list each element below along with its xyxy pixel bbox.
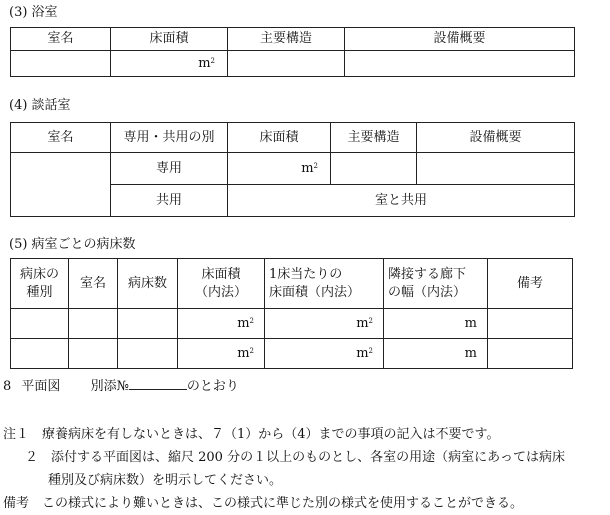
note-1: 注１ 療養病床を有しないときは、７（1）から（4）までの事項の記入は不要です。 — [3, 427, 500, 442]
cell-room-name — [11, 51, 111, 77]
col-area-per-bed: 1床当たりの 床面積（内法） — [265, 259, 384, 309]
col-equipment: 設備概要 — [345, 28, 575, 51]
cell-equipment — [345, 51, 575, 77]
section8-suffix: のとおり — [186, 379, 239, 394]
unit-sup: 2 — [313, 161, 318, 170]
floor-plan-line — [3, 375, 239, 394]
unit-sup: 2 — [210, 56, 215, 65]
cell-shared-label: 共用 — [111, 185, 228, 217]
col-main-structure: 主要構造 — [331, 123, 417, 153]
cell-room-name — [11, 153, 111, 217]
unit-m: m — [464, 345, 477, 361]
col-room-name: 室名 — [69, 259, 118, 309]
unit-m: m — [198, 55, 211, 71]
cell-exclusive-label: 専用 — [111, 153, 228, 185]
section8-label: 平面図 — [21, 379, 61, 394]
cell-corridor-width — [384, 309, 488, 339]
attachment-label: 別添№ — [90, 379, 129, 394]
unit-sup: 2 — [249, 346, 254, 355]
col-corridor-width: 隣接する廊下 の幅（内法） — [384, 259, 488, 309]
unit-m: m — [237, 315, 250, 331]
bath-table — [10, 27, 575, 77]
col-floor-area: 床面積 — [228, 123, 331, 153]
col-floor-area: 床面積 — [111, 28, 228, 51]
unit-m: m — [237, 345, 250, 361]
unit-m: m — [356, 345, 369, 361]
col-floor-area: 床面積 （内法） — [178, 259, 265, 309]
note-2-line-1: ２ 添付する平面図は、縮尺 200 分の１以上のものとし、各室の用途（病室にあっては病床 — [25, 450, 565, 465]
col-remarks: 備考 — [488, 259, 573, 309]
col-exclusive-shared: 専用・共用の別 — [111, 123, 228, 153]
col-main-structure: 主要構造 — [228, 28, 345, 51]
col-equipment: 設備概要 — [417, 123, 575, 153]
table-row — [11, 339, 573, 369]
table-row — [11, 309, 573, 339]
cell-area-per-bed — [265, 339, 384, 369]
note-2-line-2: 種別及び病床数）を明示してください。 — [48, 473, 283, 488]
lounge-table — [10, 122, 575, 217]
col-room-name: 室名 — [11, 28, 111, 51]
col-room-name: 室名 — [11, 123, 111, 153]
ward-bed-table — [10, 258, 573, 369]
cell-floor-area — [178, 339, 265, 369]
unit-m: m — [356, 315, 369, 331]
unit-sup: 2 — [368, 346, 373, 355]
cell-area-per-bed — [265, 309, 384, 339]
cell-main-structure — [331, 153, 417, 185]
unit-sup: 2 — [368, 316, 373, 325]
cell-floor-area — [228, 153, 331, 185]
section5-heading: (5) 病室ごとの病床数 — [9, 237, 136, 252]
cell-floor-area — [178, 309, 265, 339]
cell-equipment — [417, 153, 575, 185]
unit-m: m — [301, 160, 314, 176]
attachment-number-field — [129, 375, 187, 390]
unit-sup: 2 — [249, 316, 254, 325]
col-bed-type: 病床の 種別 — [11, 259, 69, 309]
cell-shared-note: 室と共用 — [228, 185, 575, 217]
section3-heading: (3) 浴室 — [9, 5, 58, 20]
col-bed-count: 病床数 — [118, 259, 178, 309]
cell-floor-area — [111, 51, 228, 77]
cell-corridor-width — [384, 339, 488, 369]
cell-main-structure — [228, 51, 345, 77]
remark-note: 備考 この様式により難いときは、この様式に準じた別の様式を使用することができる。 — [3, 496, 524, 511]
section8-number: 8 — [3, 379, 12, 394]
unit-m: m — [464, 315, 477, 331]
section4-heading: (4) 談話室 — [9, 98, 71, 113]
